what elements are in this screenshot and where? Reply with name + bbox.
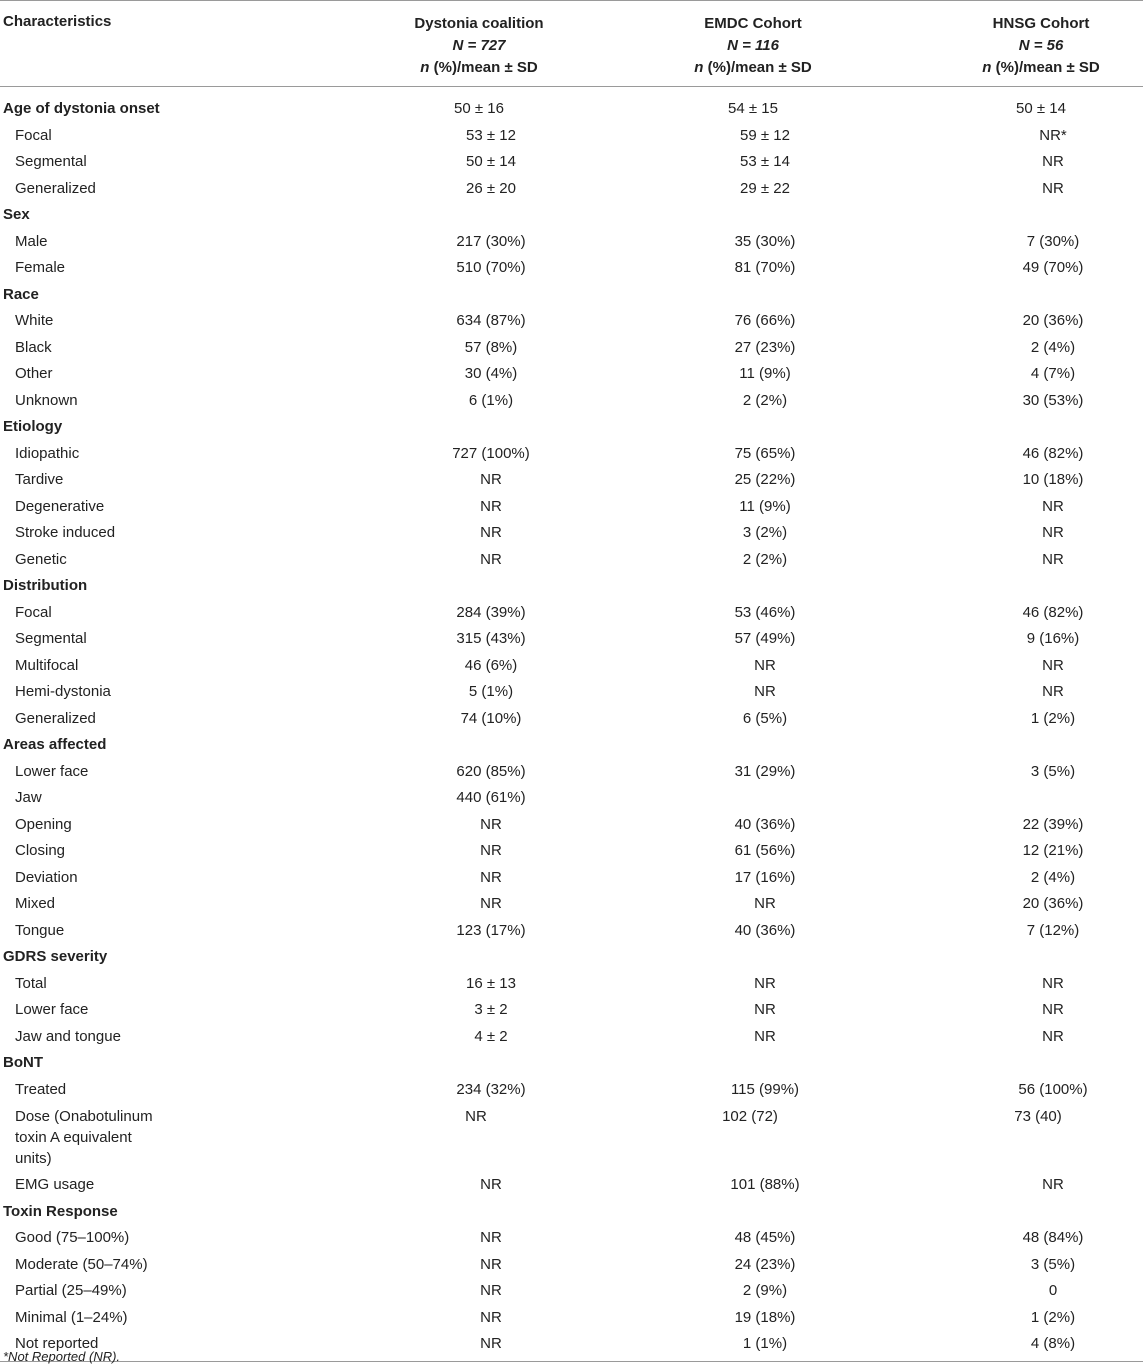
- table-row: [0, 335, 1143, 362]
- row-label: Female: [15, 259, 66, 276]
- row-label: Lower face: [15, 1001, 89, 1018]
- cell-value: 3 ± 2: [474, 1001, 508, 1018]
- cell-value: [615, 573, 891, 600]
- row-label: Mixed: [15, 895, 56, 912]
- header-emdc-cohort: [615, 13, 891, 86]
- cell-value: 26 ± 20: [466, 179, 516, 197]
- cell-value: 620 (85%): [456, 762, 526, 780]
- cell-value: 315 (43%): [456, 630, 526, 647]
- row-label: Idiopathic: [15, 444, 80, 462]
- cell-value: [615, 732, 891, 759]
- section-row: [0, 1050, 1143, 1077]
- table-row: [0, 1024, 1143, 1051]
- cell-value: 22 (39%): [1022, 815, 1084, 833]
- cell-value: [891, 202, 1143, 229]
- cell-value: 17 (16%): [734, 868, 796, 886]
- cell-value: 11 (9%): [739, 365, 791, 382]
- table-row: [0, 812, 1143, 839]
- cell-value: 7 (12%): [1026, 921, 1080, 939]
- table-row: [0, 1278, 1143, 1305]
- table-row: [0, 229, 1143, 256]
- row-label: Sex: [3, 206, 30, 223]
- row-label: Race: [3, 285, 39, 303]
- cell-value: 76 (66%): [734, 312, 796, 329]
- cell-value: NR: [754, 974, 776, 992]
- row-label: Good (75–100%): [15, 1229, 130, 1246]
- row-label: Age of dystonia onset: [3, 100, 160, 117]
- cell-value: 3 (2%): [742, 524, 788, 541]
- cell-value: 48 (84%): [1022, 1229, 1084, 1246]
- cell-value: NR: [1042, 1176, 1064, 1193]
- cell-value: NR: [480, 1308, 502, 1326]
- cell-value: 31 (29%): [734, 762, 796, 780]
- table-row: [0, 1305, 1143, 1332]
- cell-value: 75 (65%): [734, 444, 796, 462]
- cell-value: 59 ± 12: [740, 126, 790, 144]
- cell-value: [615, 202, 891, 229]
- cell-value: 284 (39%): [456, 603, 526, 621]
- cell-value: 2 (2%): [742, 550, 788, 568]
- table-row: [0, 891, 1143, 918]
- table-row: [0, 547, 1143, 574]
- cell-value: [891, 944, 1143, 971]
- cell-value: 12 (21%): [1022, 842, 1084, 859]
- header-col-name: HNSG Cohort: [992, 15, 1090, 32]
- table-row: [0, 520, 1143, 547]
- cell-value: [891, 1050, 1143, 1077]
- cell-value: 7 (30%): [1026, 232, 1080, 250]
- table-header: [0, 1, 1143, 87]
- cell-value: 24 (23%): [734, 1255, 796, 1273]
- cell-value: NR: [754, 895, 776, 912]
- table-row: [0, 1077, 1143, 1104]
- cell-value: NR: [1042, 524, 1064, 541]
- section-row: [0, 202, 1143, 229]
- cell-value: NR: [480, 1176, 502, 1193]
- cell-value: 2 (4%): [1030, 868, 1076, 886]
- cell-value: [343, 573, 615, 600]
- row-label: Generalized: [15, 179, 96, 197]
- cell-value: 0: [1048, 1282, 1058, 1299]
- cell-value: 115 (99%): [730, 1080, 800, 1098]
- table-row: [0, 997, 1143, 1024]
- cell-value: 30 (53%): [1022, 391, 1084, 409]
- table-row: [0, 123, 1143, 150]
- table-row: [0, 1103, 1143, 1172]
- row-label: Tongue: [15, 921, 65, 939]
- cell-value: 46 (6%): [464, 656, 518, 674]
- cell-value: 3 (5%): [1030, 1255, 1076, 1273]
- section-row: [0, 732, 1143, 759]
- cell-value: [615, 282, 891, 309]
- cell-value: 234 (32%): [456, 1080, 526, 1098]
- cell-value: [343, 1199, 615, 1226]
- table-row: [0, 441, 1143, 468]
- cell-value: 123 (17%): [456, 921, 526, 939]
- section-row: [0, 944, 1143, 971]
- cell-value: [903, 785, 1143, 812]
- cell-value: NR: [480, 1229, 502, 1246]
- section-row: [0, 414, 1143, 441]
- row-label: Generalized: [15, 709, 96, 727]
- cell-value: 50 ± 14: [1016, 100, 1066, 117]
- cell-value: NR: [1042, 1027, 1064, 1045]
- cell-value: NR: [480, 868, 502, 886]
- row-label: Stroke induced: [15, 524, 116, 541]
- row-label: BoNT: [3, 1054, 43, 1071]
- cell-value: 35 (30%): [734, 232, 796, 250]
- header-col-n: N = 727: [452, 37, 506, 54]
- cell-value: 102 (72): [722, 1108, 778, 1125]
- table-row: [0, 1331, 1143, 1358]
- table-row: [0, 918, 1143, 945]
- row-label: Black: [15, 338, 52, 356]
- cell-value: 54 ± 15: [728, 100, 778, 117]
- cell-value: NR: [1042, 974, 1064, 992]
- row-label: Closing: [15, 842, 66, 859]
- cell-value: 53 (46%): [734, 603, 796, 621]
- row-label: Unknown: [15, 391, 78, 409]
- row-label: Lower face: [15, 762, 89, 780]
- cell-value: [891, 1199, 1143, 1226]
- cell-value: 510 (70%): [456, 259, 526, 276]
- table-row: [0, 388, 1143, 415]
- cell-value: 57 (8%): [464, 338, 518, 356]
- row-label: Segmental: [15, 153, 87, 170]
- table-row: [0, 308, 1143, 335]
- table-row: [0, 494, 1143, 521]
- cell-value: 3 (5%): [1030, 762, 1076, 780]
- cell-value: NR: [480, 815, 502, 833]
- section-row: [0, 96, 1143, 123]
- header-col-n: N = 116: [727, 37, 779, 54]
- cell-value: 2 (4%): [1030, 338, 1076, 356]
- table-row: [0, 865, 1143, 892]
- cell-value: 20 (36%): [1022, 895, 1084, 912]
- header-hnsg-cohort: [891, 13, 1143, 86]
- cell-value: [891, 414, 1143, 441]
- cell-value: 56 (100%): [1018, 1080, 1088, 1098]
- cell-value: 16 ± 13: [466, 974, 516, 992]
- row-label: EMG usage: [15, 1176, 95, 1193]
- cell-value: 50 ± 16: [454, 100, 504, 117]
- row-label: Degenerative: [15, 497, 105, 515]
- table-row: [0, 176, 1143, 203]
- cell-value: 1 (1%): [742, 1335, 788, 1352]
- cell-value: 4 (8%): [1030, 1335, 1076, 1352]
- header-characteristics: Characteristics: [3, 13, 112, 30]
- row-label: Treated: [15, 1080, 67, 1098]
- cell-value: [343, 944, 615, 971]
- header-col-sub: n (%)/mean ± SD: [694, 59, 812, 76]
- section-row: [0, 573, 1143, 600]
- cell-value: 10 (18%): [1022, 471, 1084, 488]
- cell-value: 19 (18%): [734, 1308, 796, 1326]
- row-label: White: [15, 312, 54, 329]
- cell-value: NR: [480, 550, 502, 568]
- row-label: Distribution: [3, 577, 88, 594]
- section-row: [0, 282, 1143, 309]
- cell-value: NR: [754, 1027, 776, 1045]
- cell-value: 1 (2%): [1030, 1308, 1076, 1326]
- header-col-sub: n (%)/mean ± SD: [982, 59, 1100, 76]
- cell-value: 1 (2%): [1030, 709, 1076, 727]
- table-row: [0, 467, 1143, 494]
- row-label: Toxin Response: [3, 1202, 118, 1220]
- table-body: [0, 87, 1143, 1362]
- row-label: Segmental: [15, 630, 87, 647]
- cell-value: 30 (4%): [464, 365, 518, 382]
- header-col-sub: n (%)/mean ± SD: [420, 59, 538, 76]
- cell-value: 53 ± 12: [466, 126, 516, 144]
- cell-value: 4 ± 2: [474, 1027, 508, 1045]
- table-row: [0, 626, 1143, 653]
- row-label: Other: [15, 365, 53, 382]
- row-label: Not reported: [15, 1335, 99, 1352]
- cell-value: 2 (9%): [742, 1282, 788, 1299]
- table-row: [0, 149, 1143, 176]
- row-label: GDRS severity: [3, 948, 108, 965]
- cell-value: [891, 573, 1143, 600]
- cell-value: 61 (56%): [734, 842, 796, 859]
- cell-value: 11 (9%): [739, 497, 791, 515]
- cell-value: [627, 785, 903, 812]
- cell-value: 29 ± 22: [740, 179, 790, 197]
- row-label: Focal: [15, 603, 52, 621]
- cell-value: NR: [1042, 656, 1064, 674]
- cell-value: NR: [480, 1255, 502, 1273]
- row-label: Moderate (50–74%): [15, 1255, 148, 1273]
- cell-value: [891, 732, 1143, 759]
- row-label: Multifocal: [15, 656, 79, 674]
- cell-value: NR: [480, 895, 502, 912]
- table-row: [0, 1225, 1143, 1252]
- cell-value: 57 (49%): [734, 630, 796, 647]
- cell-value: [615, 1050, 891, 1077]
- cell-value: [343, 732, 615, 759]
- cell-value: 4 (7%): [1030, 365, 1076, 382]
- cell-value: NR: [480, 524, 502, 541]
- table-row: [0, 1172, 1143, 1199]
- section-row: [0, 1199, 1143, 1226]
- cell-value: 727 (100%): [452, 444, 530, 462]
- cell-value: [615, 944, 891, 971]
- cell-value: [891, 282, 1143, 309]
- cell-value: 217 (30%): [456, 232, 526, 250]
- table-row: [0, 706, 1143, 733]
- header-col-name: EMDC Cohort: [704, 15, 802, 32]
- cell-value: 73 (40): [1014, 1108, 1062, 1125]
- row-label: Deviation: [15, 868, 78, 886]
- cell-value: NR: [465, 1108, 487, 1125]
- cell-value: 50 ± 14: [466, 153, 516, 170]
- cell-value: NR: [1042, 1001, 1064, 1018]
- header-dystonia-coalition: [343, 13, 615, 86]
- cell-value: NR: [480, 1282, 502, 1299]
- table-row: [0, 971, 1143, 998]
- row-label: Partial (25–49%): [15, 1282, 127, 1299]
- cell-value: 40 (36%): [734, 815, 796, 833]
- cell-value: NR: [480, 497, 502, 515]
- row-label: Dose (Onabotulinum toxin A equivalent units): [15, 1108, 153, 1167]
- row-label: Etiology: [3, 418, 63, 435]
- cell-value: 25 (22%): [734, 471, 796, 488]
- cell-value: [343, 282, 615, 309]
- cell-value: 20 (36%): [1022, 312, 1084, 329]
- cell-value: 634 (87%): [456, 312, 526, 329]
- row-label: Jaw: [15, 789, 42, 806]
- cell-value: NR: [754, 1001, 776, 1018]
- table-row: [0, 759, 1143, 786]
- cell-value: 40 (36%): [734, 921, 796, 939]
- table-row: [0, 1252, 1143, 1279]
- footnote: *Not Reported (NR).: [3, 1349, 121, 1364]
- cell-value: [615, 1199, 891, 1226]
- cell-value: NR*: [1039, 126, 1067, 144]
- row-label: Opening: [15, 815, 72, 833]
- cell-value: 53 ± 14: [740, 153, 790, 170]
- row-label: Genetic: [15, 550, 67, 568]
- header-col-n: N = 56: [1018, 37, 1064, 54]
- cell-value: NR: [754, 656, 776, 674]
- cell-value: NR: [1042, 153, 1064, 170]
- cell-value: NR: [480, 842, 502, 859]
- row-label: Hemi-dystonia: [15, 683, 111, 700]
- cell-value: 101 (88%): [730, 1176, 800, 1193]
- row-label: Male: [15, 232, 48, 250]
- cell-value: NR: [1042, 497, 1064, 515]
- cell-value: [615, 414, 891, 441]
- cell-value: 5 (1%): [468, 683, 514, 700]
- row-label: Tardive: [15, 471, 64, 488]
- cell-value: NR: [1042, 179, 1064, 197]
- cell-value: NR: [480, 1335, 502, 1352]
- cell-value: NR: [480, 471, 502, 488]
- cell-value: [343, 1050, 615, 1077]
- row-label: Areas affected: [3, 736, 107, 753]
- table-row: [0, 600, 1143, 627]
- table-row: [0, 653, 1143, 680]
- cell-value: [343, 414, 615, 441]
- cell-value: 6 (1%): [468, 391, 514, 409]
- row-label: Total: [15, 974, 47, 992]
- header-col-name: Dystonia coalition: [414, 15, 544, 32]
- table-row: [0, 255, 1143, 282]
- cell-value: 9 (16%): [1026, 630, 1080, 647]
- cell-value: NR: [1042, 550, 1064, 568]
- table-row: [0, 679, 1143, 706]
- row-label: Jaw and tongue: [15, 1027, 121, 1045]
- cell-value: NR: [754, 683, 776, 700]
- row-label: Minimal (1–24%): [15, 1308, 128, 1326]
- cell-value: 46 (82%): [1022, 444, 1084, 462]
- cell-value: [343, 202, 615, 229]
- table-row: [0, 785, 1143, 812]
- cell-value: 46 (82%): [1022, 603, 1084, 621]
- row-label: Focal: [15, 126, 52, 144]
- cell-value: 74 (10%): [460, 709, 522, 727]
- cell-value: 2 (2%): [742, 391, 788, 409]
- cell-value: 6 (5%): [742, 709, 788, 727]
- table-row: [0, 838, 1143, 865]
- cell-value: 49 (70%): [1022, 259, 1084, 276]
- cell-value: 440 (61%): [456, 789, 526, 806]
- cell-value: 27 (23%): [734, 338, 796, 356]
- cell-value: NR: [1042, 683, 1064, 700]
- table-row: [0, 361, 1143, 388]
- cell-value: 48 (45%): [734, 1229, 796, 1246]
- cell-value: 81 (70%): [734, 259, 796, 276]
